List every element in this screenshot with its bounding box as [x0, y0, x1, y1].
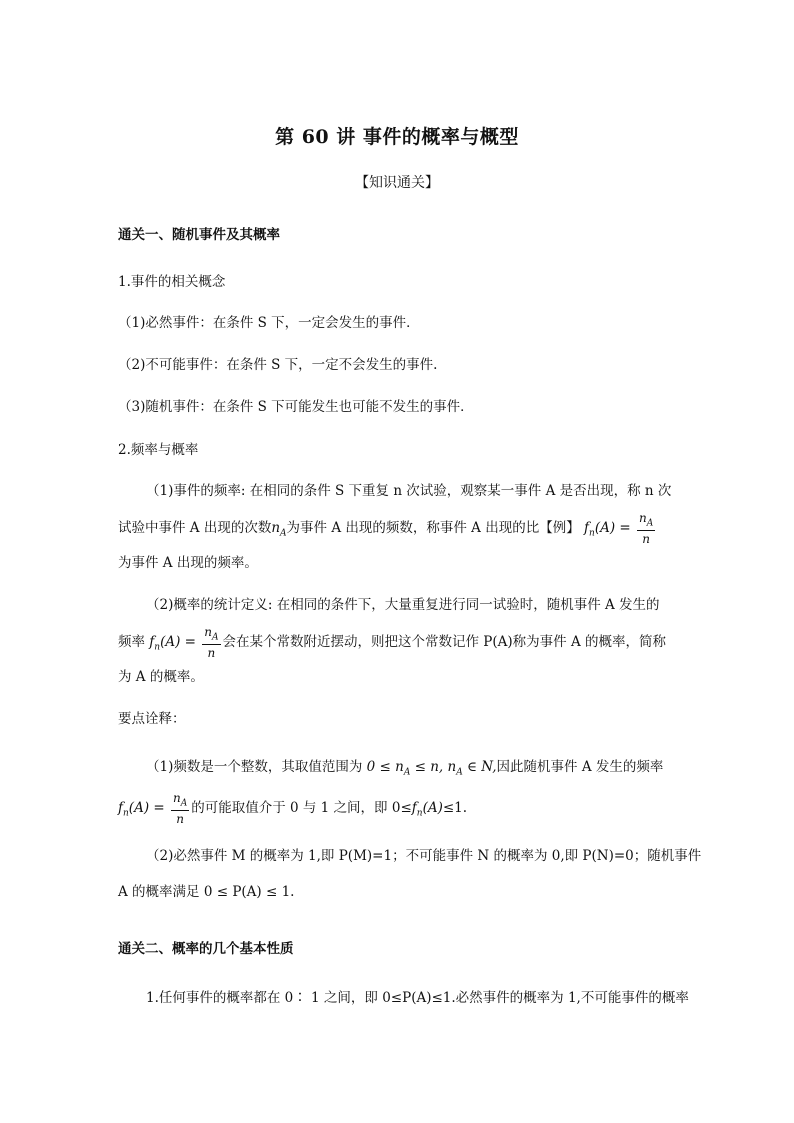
item1-title: 1.事件的相关概念 — [118, 274, 226, 290]
item2-p2-line1: （2)概率的统计定义: 在相同的条件下，大量重复进行同一试验时，随机事件 A 发生的 — [146, 597, 660, 613]
math-fraction: $\frac{n_A}{n}$ — [204, 625, 219, 661]
note1-line2 — [118, 792, 467, 825]
page-subtitle: 【知识通关】 — [355, 175, 439, 191]
note2-line1: （2)必然事件 M 的概率为 1,即 P(M)=1；不可能事件 N 的概率为 0,即 P(N)=0；随机事件 — [146, 848, 702, 864]
item2-p2-line3: 为 A 的概率。 — [118, 669, 204, 685]
text-span: 的可能取值介于 0 与 1 之间，即 0≤ — [191, 800, 412, 817]
page-title: 第 60 讲 事件的概率与概型 — [275, 126, 519, 148]
math-frequency-formula: $f_n(A)$ = — [584, 520, 631, 539]
math-nA: $n_A$ — [271, 520, 287, 539]
text-span: 因此随机事件 A 发生的频率 — [496, 759, 664, 775]
note2-line2: A 的概率满足 0 ≤ P(A) ≤ 1. — [118, 884, 295, 900]
math-frequency-formula: $f_n(A)$ = — [118, 800, 165, 819]
text-span: ≤1. — [442, 800, 468, 817]
item1-line3: （3)随机事件：在条件 S 下可能发生也可能不发生的事件． — [118, 399, 474, 415]
text-span: 会在某个常数附近摆动，则把这个常数记作 P(A)称为事件 A 的概率，简称 — [222, 634, 667, 651]
item2-p1-line2 — [118, 512, 657, 545]
text-span: 试验中事件 A 出现的次数 — [118, 520, 272, 537]
text-span: 为事件 A 出现的频数，称事件 A 出现的比【例】 — [286, 520, 580, 537]
math-frequency-formula: $f_n(A)$ = — [149, 634, 196, 653]
text-span: （1)频数是一个整数，其取值范围为 — [146, 759, 363, 775]
text-span: 频率 — [118, 634, 145, 651]
math-range: $0 \le n_A \le n$, $n_A$ ∈ N, — [366, 759, 497, 778]
math-fraction: $\frac{n_A}{n}$ — [172, 791, 188, 827]
section2-heading: 通关二、概率的几个基本性质 — [118, 941, 294, 957]
math-fn-A: $f_n(A)$ — [411, 800, 443, 819]
section2-line1: 1.任何事件的概率都在 0∶ 1 之间，即 0≤P(A)≤1.必然事件的概率为 1,不可能事件的概率 — [146, 990, 689, 1006]
note1-line1 — [146, 757, 663, 783]
item2-p2-line2 — [118, 626, 666, 659]
section1-heading: 通关一、随机事件及其概率 — [118, 227, 280, 243]
notes-heading: 要点诠释： — [118, 711, 186, 727]
item2-p1-line3: 为事件 A 出现的频率。 — [118, 555, 258, 571]
item1-line1: （1)必然事件：在条件 S 下，一定会发生的事件． — [118, 315, 420, 331]
item1-line2: （2)不可能事件：在条件 S 下，一定不会发生的事件. — [118, 357, 438, 373]
item2-title: 2.频率与概率 — [118, 442, 199, 458]
math-fraction: $\frac{n_A}{n}$ — [639, 511, 654, 547]
item2-p1-line1: （1)事件的频率: 在相同的条件 S 下重复 n 次试验，观察某一事件 A 是否出现，称 n 次 — [146, 483, 672, 499]
